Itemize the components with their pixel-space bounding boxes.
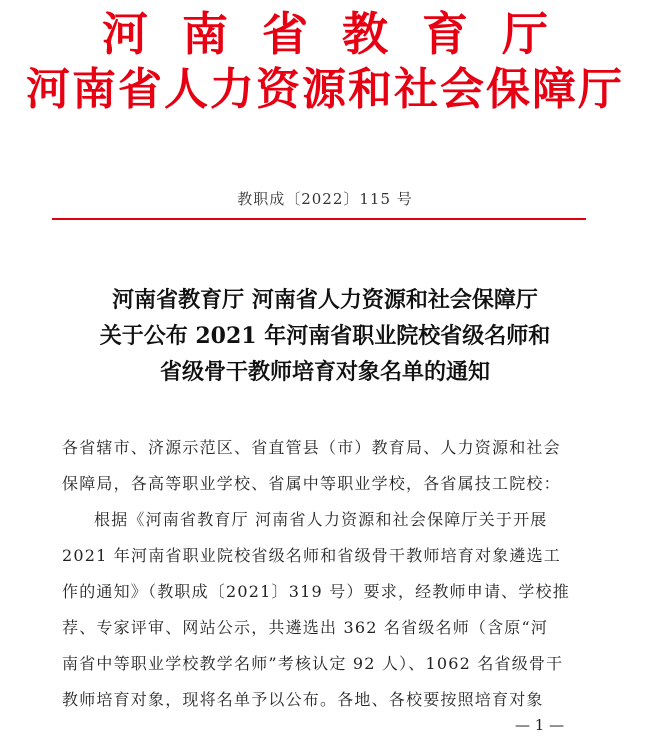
paragraph-line: 荐、专家评审、网站公示，共遴选出 362 名省级名师（含原“河 xyxy=(62,618,549,637)
paragraph-line: 南省中等职业学校教学名师”考核认定 92 人）、1062 名省级骨干 xyxy=(62,654,564,673)
page-number: — 1 — xyxy=(515,716,565,734)
title-line: 省级骨干教师培育对象名单的通知 xyxy=(159,359,490,385)
title-line: 河南省教育厅 河南省人力资源和社会保障厅 xyxy=(112,287,538,313)
document-number: 教职成〔2022〕115 号 xyxy=(237,190,413,208)
salutation xyxy=(62,430,592,502)
paragraph-line: 根据《河南省教育厅 河南省人力资源和社会保障厅关于开展 xyxy=(94,510,548,529)
issuer-header-hrss: 河南省人力资源和社会保障厅 xyxy=(26,64,624,115)
paragraph-line: 教师培育对象，现将名单予以公布。各地、各校要按照培育对象 xyxy=(62,690,544,709)
salutation-line: 保障局，各高等职业学校、省属中等职业学校，各省属技工院校： xyxy=(62,474,561,493)
document-title xyxy=(0,282,650,390)
body-paragraph xyxy=(62,502,592,718)
salutation-line: 各省辖市、济源示范区、省直管县（市）教育局、人力资源和社会 xyxy=(62,438,561,457)
paragraph-line: 作的通知》（教职成〔2021〕319 号）要求，经教师申请、学校推 xyxy=(62,582,570,601)
paragraph-line: 2021 年河南省职业院校省级名师和省级骨干教师培育对象遴选工 xyxy=(62,546,562,565)
red-divider-line xyxy=(52,218,586,220)
title-line: 关于公布 2021 年河南省职业院校省级名师和 xyxy=(99,323,551,349)
issuer-header-education: 河南省教育厅 xyxy=(102,7,582,61)
